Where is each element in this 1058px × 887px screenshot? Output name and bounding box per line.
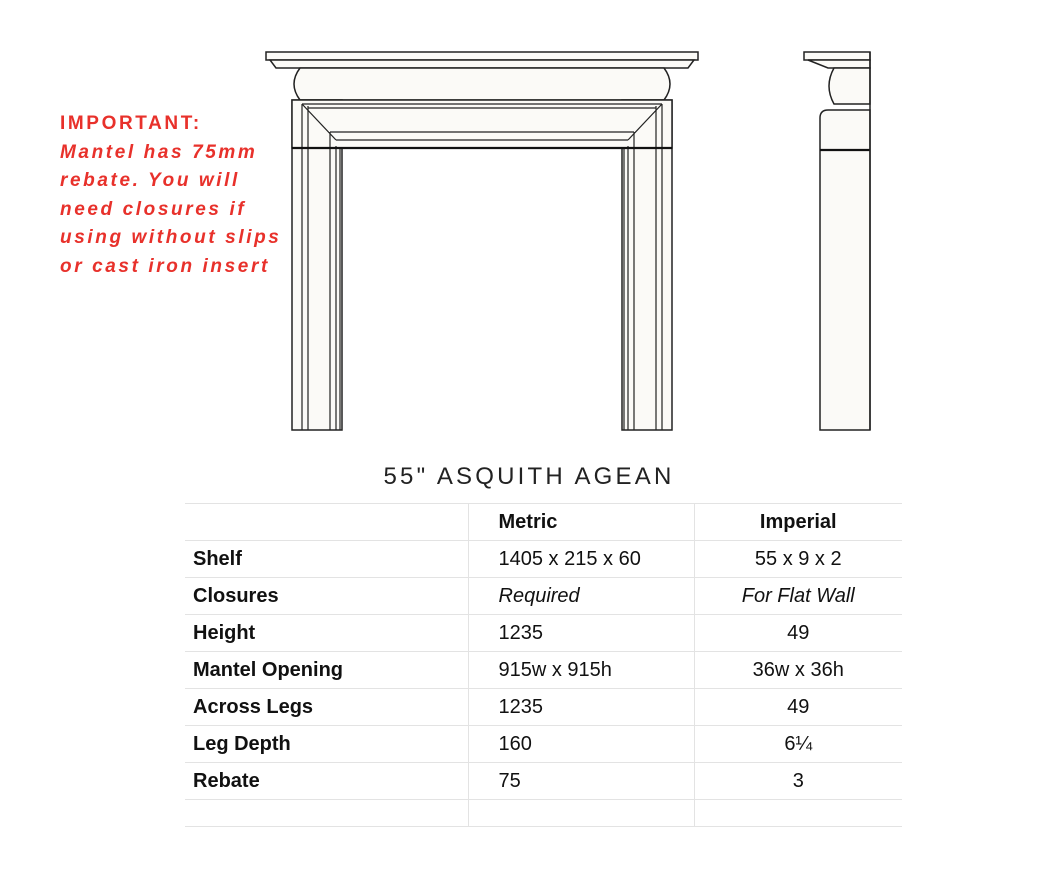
row-label: Shelf <box>185 541 468 578</box>
shelf-moulding <box>270 60 694 68</box>
row-label: Leg Depth <box>185 726 468 763</box>
row-label: Across Legs <box>185 689 468 726</box>
row-imperial: 6¼ <box>694 726 902 763</box>
table-row <box>185 541 902 578</box>
row-label: Mantel Opening <box>185 652 468 689</box>
row-metric: 1405 x 215 x 60 <box>468 541 694 578</box>
shelf-top-edge <box>266 52 698 60</box>
row-imperial: 3 <box>694 763 902 800</box>
frieze-cushion <box>294 68 670 100</box>
important-notice <box>60 110 290 281</box>
table-row <box>185 652 902 689</box>
row-metric: 1235 <box>468 615 694 652</box>
row-metric: 1235 <box>468 689 694 726</box>
mantel-front-drawing <box>264 48 700 434</box>
product-title: 55" ASQUITH AGEAN <box>383 463 675 490</box>
table-header-row <box>185 504 902 541</box>
header-imperial: Imperial <box>694 504 902 541</box>
header-metric: Metric <box>468 504 694 541</box>
row-metric: 160 <box>468 726 694 763</box>
right-leg <box>622 100 672 430</box>
row-imperial: 55 x 9 x 2 <box>694 541 902 578</box>
row-imperial: 49 <box>694 689 902 726</box>
row-metric: 75 <box>468 763 694 800</box>
row-label: Closures <box>185 578 468 615</box>
header-label <box>185 504 468 541</box>
table-row <box>185 615 902 652</box>
row-metric: 915w x 915h <box>468 652 694 689</box>
filler-cell <box>185 800 468 827</box>
row-imperial: 36w x 36h <box>694 652 902 689</box>
table-row <box>185 763 902 800</box>
row-label: Rebate <box>185 763 468 800</box>
row-imperial: For Flat Wall <box>694 578 902 615</box>
header-band <box>292 100 672 148</box>
table-row <box>185 726 902 763</box>
row-imperial: 49 <box>694 615 902 652</box>
table-row <box>185 689 902 726</box>
row-label: Height <box>185 615 468 652</box>
left-leg <box>292 100 342 430</box>
row-metric: Required <box>468 578 694 615</box>
spec-table <box>185 503 902 827</box>
table-row <box>185 578 902 615</box>
filler-cell <box>468 800 694 827</box>
table-filler-row <box>185 800 902 827</box>
mantel-side-drawing <box>800 48 872 434</box>
notice-body: Mantel has 75mm rebate. You will need closures if using without slips or cast iron insert <box>60 141 282 277</box>
notice-heading: IMPORTANT: <box>60 113 202 134</box>
filler-cell <box>694 800 902 827</box>
